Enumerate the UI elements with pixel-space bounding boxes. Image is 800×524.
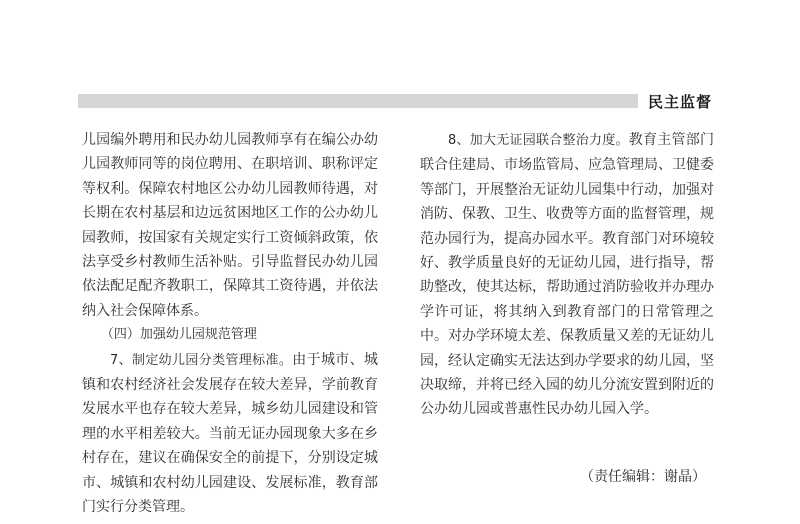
right-column [420, 128, 714, 422]
editor-note: （责任编辑：谢晶） [580, 469, 706, 485]
paragraph-rectification [420, 128, 714, 422]
header-bar [78, 94, 638, 108]
paragraph-classification [82, 348, 378, 520]
paragraph-lead: 7、制定幼儿园分类管理标准。 [110, 352, 293, 368]
paragraph-body: 由于城市、城镇和农村经济社会发展存在较大差异，学前教育发展水平也存在较大差异，城乡幼儿园建设和管理的水平相差较大。当前无证办园现象大多在乡村存在，建议在确保安全的前提下，分别设定城市、城镇和农村幼儿园建设、发展标准，教育部门实行分类管理。 [82, 351, 379, 516]
left-column [82, 128, 378, 520]
paragraph-teacher-benefits: 儿园编外聘用和民办幼儿园教师享有在编公办幼儿园教师同等的岗位聘用、在职培训、职称评定等权利。保障农村地区公办幼儿园教师待遇，对长期在农村基层和边远贫困地区工作的公办幼儿园教师，按国家有关规定实行工资倾斜政策，依法享受乡村教师生活补贴。引导监督民办幼儿园依法配足配齐教职工，保障其工资待遇，并依法纳入社会保障体系。 [82, 132, 378, 319]
section-title: 民主监督 [648, 93, 713, 111]
subheading-regulation: （四）加强幼儿园规范管理 [100, 327, 257, 343]
paragraph-lead: 8、加大无证园联合整治力度。 [448, 133, 629, 148]
paragraph-body: 教育主管部门联合住建局、市场监管局、应急管理局、卫健委等部门，开展整治无证幼儿园集中行动，加强对消防、保教、卫生、收费等方面的监督管理，规范办园行为，提高办园水平。教育部门对环境较好、教学质量良好的无证幼儿园，进行指导，帮助整改，使其达标，帮助通过消防验收并办理办学许可证，将其纳入到教育部门的日常管理之中。对办学环境太差、保教质量又差的无证幼儿园，经认定确实无法达到办学要求的幼儿园，坚决取缔，并将已经入园的幼儿分流安置到附近的公办幼儿园或普惠性民办幼儿园入学。 [420, 132, 714, 418]
